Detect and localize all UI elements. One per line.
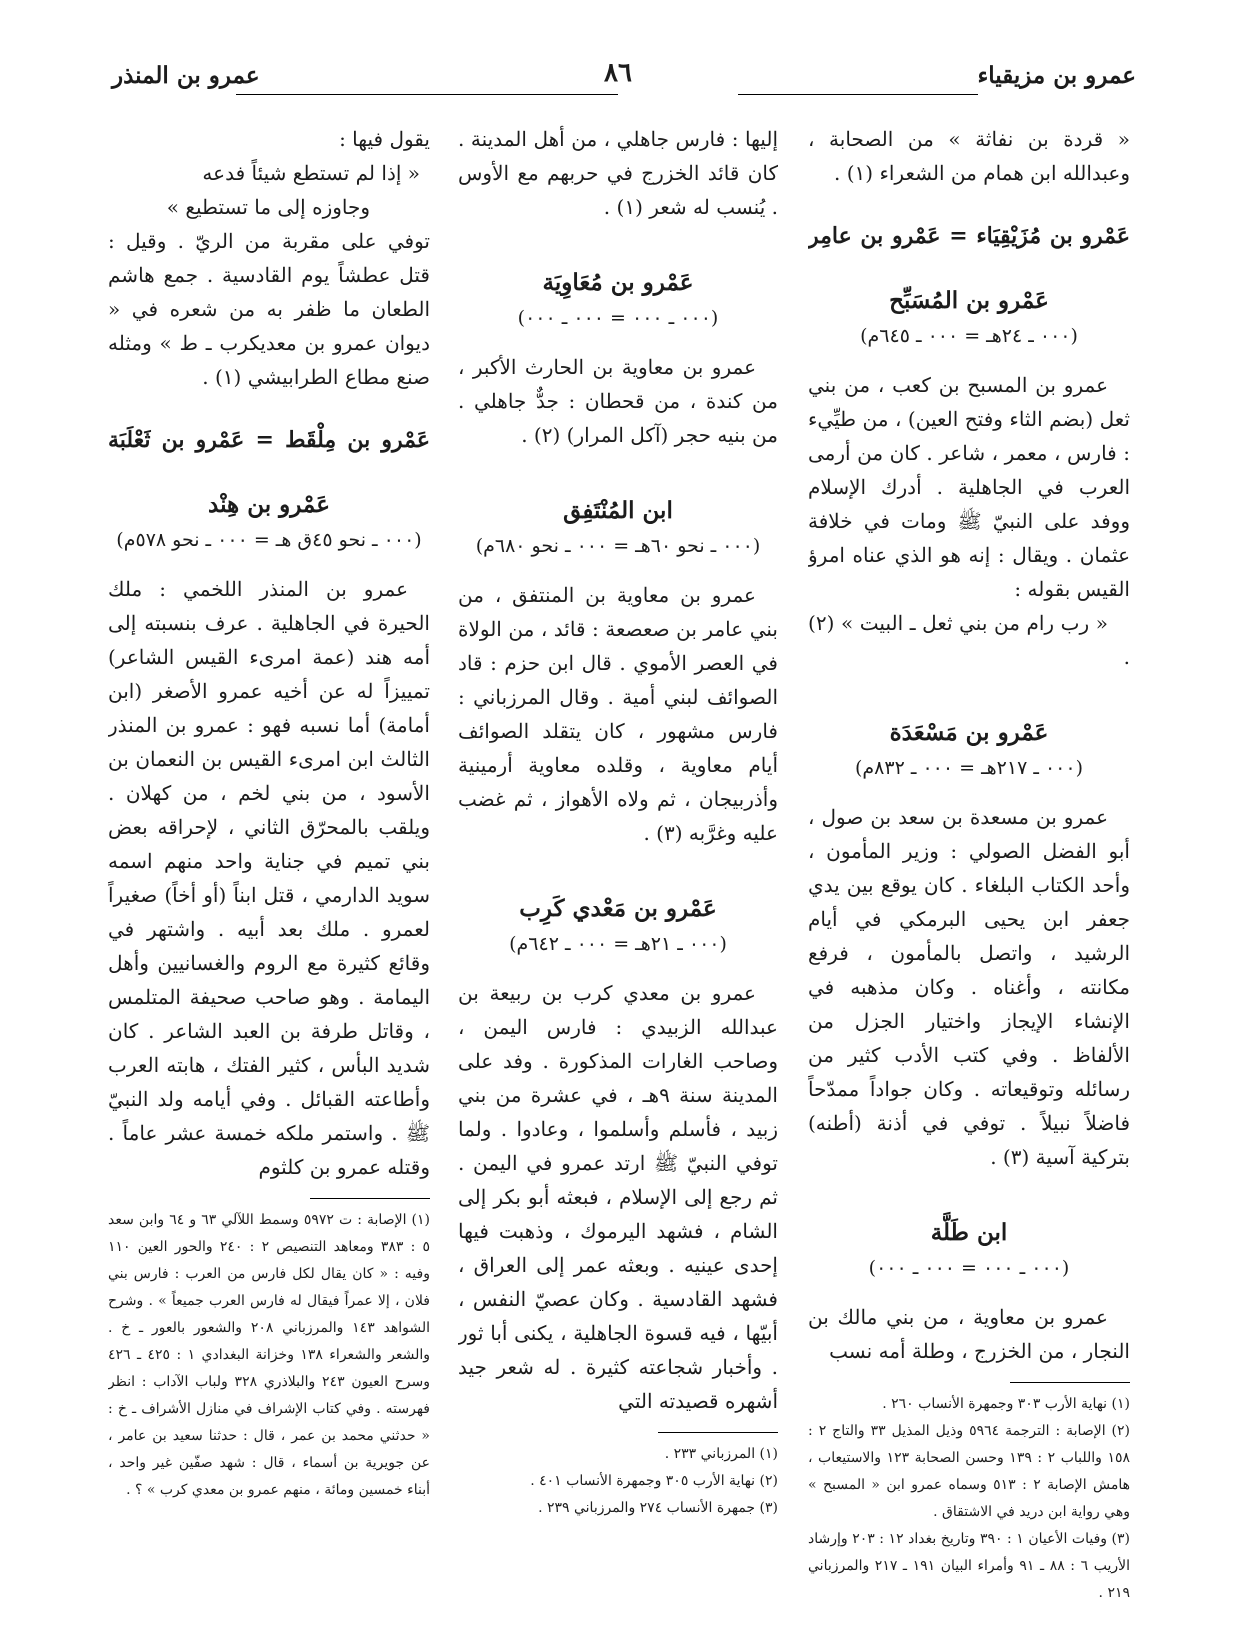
verse-line-1: « إذا لم تستطع شيئاً فدعه bbox=[202, 161, 420, 185]
column-right bbox=[808, 122, 1130, 1622]
cross-reference-mazikiya: عَمْرو بن مُزَيْقِيَاء = عَمْرو بن عامِر bbox=[808, 223, 1130, 249]
footnote-3: (٣) وفيات الأعيان ١ : ٣٩٠ وتاريخ بغداد ١٢ : ٢٠٣ وإرشاد الأريب ٦ : ٨٨ ـ ٩١ وأمراء البيان ١٩١ ـ ٢١٧ والمرزباني ٢١٩ . bbox=[808, 1531, 1130, 1601]
footnote-rule bbox=[310, 1198, 430, 1199]
footnote-rule bbox=[658, 1432, 778, 1433]
entry-dates-talla: (٠٠٠ ـ ٠٠٠ = ٠٠٠ ـ ٠٠٠) bbox=[868, 1257, 1070, 1279]
entry-body-madikarib: عمرو بن معدي كرب بن ربيعة بن عبدالله الزبيدي : فارس اليمن ، وصاحب الغارات المذكورة . وفد على المدينة سنة ٩هـ ، في عشرة من بني زبيد ، فأسلم وأسلموا ، وعادوا . ولما توفي النبيّ ﷺ ارتد عمرو في اليمن . ثم رجع إلى الإسلام ، فبعثه أبو بكر إلى الشام ، فشهد اليرموك ، وذهبت فيها إحدى عينيه . وبعثه عمر إلى العراق ، فشهد القادسية . وكان عصيّ النفس ، أبيّها ، فيه قسوة الجاهلية ، يكنى أبا ثور . وأخبار شجاعته كثيرة . له شعر جيد أشهره قصيدته التي bbox=[458, 981, 778, 1413]
page-header bbox=[0, 58, 1236, 102]
entry-dates-hind: (٠٠٠ ـ نحو ٤٥ق هـ = ٠٠٠ ـ نحو ٥٧٨م) bbox=[116, 529, 422, 551]
column-middle bbox=[458, 122, 778, 1622]
entry-title-muawiya: عَمْرو بن مُعَاوِيَة bbox=[542, 269, 694, 296]
entry-title-madikarib: عَمْرو بن مَعْدي كَرِب bbox=[519, 895, 717, 922]
footnote-rule bbox=[1010, 1382, 1130, 1383]
cross-reference-milqat: عَمْرو بن مِلْقَط = عَمْرو بن ثَعْلَبَة bbox=[108, 427, 430, 453]
continued-text-after-verse: توفي على مقربة من الريّ . وقيل : قتل عطشاً يوم القادسية . جمع هاشم الطعان ما ظفر به من شعره في « ديوان عمرو بن معديكرب ـ ط » ومثله صنع مطاع الطرابيشي (١) . bbox=[108, 229, 430, 389]
entry-title-talla: ابن طَلَّة bbox=[930, 1219, 1008, 1246]
footnote-2: (٢) الإصابة : الترجمة ٥٩٦٤ وذيل المذيل ٣٣ والتاج ٢ : ١٥٨ واللباب ٢ : ١٣٩ وحسن الصحابة ١٢٣ والاستيعاب ، هامش الإصابة ٢ : ٥١٣ وسماه عمرو ابن « المسبح » وهي رواية ابن دريد في الاشتقاق . bbox=[808, 1423, 1130, 1520]
verse-line-2: وجاوزه إلى ما تستطيع » bbox=[166, 195, 370, 219]
entry-title-muntafiq: ابن المُنْتَفِق bbox=[563, 497, 673, 524]
entry-body-muntafiq: عمرو بن معاوية بن المنتفق ، من بني عامر بن صعصعة : قائد ، من الولاة في العصر الأموي . قال ابن حزم : قاد الصوائف لبني أمية . وقال المرزباني : فارس مشهور ، كان يتقلد الصوائف أيام معاوية ، وقلده معاوية أرمينية وأذربيجان ، ثم ولاه الأهواز ، ثم غضب عليه وغرَّبه (٣) . bbox=[458, 583, 778, 845]
footnote-3: (٣) جمهرة الأنساب ٢٧٤ والمرزباني ٢٣٩ . bbox=[538, 1500, 778, 1516]
column-left bbox=[108, 122, 430, 1622]
entry-body-musabbih: عمرو بن المسبح بن كعب ، من بني ثعل (بضم الثاء وفتح العين) ، من طيِّيء : فارس ، معمر ، شاعر . كان من أرمى العرب في الجاهلية . أدرك الإسلام ووفد على النبيّ ﷺ ومات في خلافة عثمان . ويقال : إنه هو الذي عناه امرؤ القيس بقوله : bbox=[808, 373, 1130, 601]
header-rule-left bbox=[236, 94, 618, 95]
entry-title-hind: عَمْرو بن هِنْد bbox=[208, 491, 330, 518]
page-number: ٨٦ bbox=[604, 58, 632, 88]
header-rule-right bbox=[738, 94, 978, 95]
entry-title-masada: عَمْرو بن مَسْعَدَة bbox=[889, 719, 1049, 746]
entry-dates-madikarib: (٠٠٠ ـ ٢١هـ = ٠٠٠ ـ ٦٤٢م) bbox=[509, 933, 727, 955]
entry-dates-muawiya: (٠٠٠ ـ ٠٠٠ = ٠٠٠ ـ ٠٠٠) bbox=[517, 307, 719, 329]
header-left-title: عمرو بن المنذر bbox=[112, 62, 260, 89]
entry-dates-muntafiq: (٠٠٠ ـ نحو ٦٠هـ = ٠٠٠ ـ نحو ٦٨٠م) bbox=[475, 535, 761, 557]
footnote-2: (٢) نهاية الأرب ٣٠٥ وجمهرة الأنساب ٤٠١ . bbox=[530, 1473, 778, 1489]
footnote-1: (١) نهاية الأرب ٣٠٣ وجمهرة الأنساب ٢٦٠ . bbox=[882, 1396, 1130, 1412]
continued-text: يقول فيها : bbox=[339, 127, 430, 151]
header-right-title: عمرو بن مزيقياء bbox=[977, 62, 1136, 89]
entry-verse-musabbih: « رب رام من بني ثعل ـ البيت » (٢) . bbox=[808, 611, 1130, 669]
entry-dates-masada: (٠٠٠ ـ ٢١٧هـ = ٠٠٠ ـ ٨٣٢م) bbox=[854, 757, 1083, 779]
entry-body-hind: عمرو بن المنذر اللخمي : ملك الحيرة في الجاهلية . عرف بنسبته إلى أمه هند (عمة امرىء القيس الشاعر) تمييزاً له عن أخيه عمرو الأصغر (ابن أمامة) أما نسبه فهو : عمرو بن المنذر الثالث ابن امرىء القيس بن النعمان بن الأسود ، من بني لخم ، من كهلان . ويلقب بالمحرّق الثاني ، لإحراقه بعض بني تميم في جناية واحد منهم اسمه سويد الدارمي ، قتل ابناً (أو أخاً) صغيراً لعمرو . ملك بعد أبيه . واشتهر في وقائع كثيرة مع الروم والغسانيين وأهل اليمامة . وهو صاحب صحيفة المتلمس ، وقاتل طرفة بن العبد الشاعر . كان شديد البأس ، كثير الفتك ، هابته العرب وأطاعته القبائل . وفي أيامه ولد النبيّ ﷺ . واستمر ملكه خمسة عشر عاماً . وقتله عمرو بن كلثوم bbox=[108, 577, 430, 1179]
footnote-1: (١) الإصابة : ت ٥٩٧٢ وسمط اللآلي ٦٣ و ٦٤ وابن سعد ٥ : ٣٨٣ ومعاهد التنصيص ٢ : ٢٤٠ والحور العين ١١٠ وفيه : « كان يقال لكل فارس من العرب : فارس بني فلان ، إلا عمراً فيقال له فارس العرب جميعاً » . وشرح الشواهد ١٤٣ والمرزباني ٢٠٨ والشعور بالعور ـ خ . والشعر والشعراء ١٣٨ وخزانة البغدادي ١ : ٤٢٥ ـ ٤٢٦ وسرح العيون ٢٤٣ والبلاذري ٣٢٨ ولباب الآداب : انظر فهرسته . وفي كتاب الإشراف في منازل الأشراف ـ خ : « حدثني محمد بن عمر ، قال : حدثنا سعيد بن عامر ، عن جويرية بن أسماء ، قال : شهد صفّين غير واحد ، أبناء خمسين ومائة ، منهم عمرو بن معدي كرب » ؟ . bbox=[108, 1212, 430, 1498]
continued-text: « قردة بن نفاثة » من الصحابة ، وعبدالله ابن همام من الشعراء (١) . bbox=[808, 127, 1130, 185]
footnote-1: (١) المرزباني ٢٣٣ . bbox=[664, 1446, 778, 1462]
entry-title-musabbih: عَمْرو بن المُسَبِّح bbox=[889, 287, 1049, 314]
continued-text: إليها : فارس جاهلي ، من أهل المدينة . كان قائد الخزرج في حربهم مع الأوس . يُنسب له شعر (١) . bbox=[458, 127, 778, 219]
entry-body-masada: عمرو بن مسعدة بن سعد بن صول ، أبو الفضل الصولي : وزير المأمون ، وأحد الكتاب البلغاء . كان يوقع بين يدي جعفر ابن يحيى البرمكي في أيام الرشيد ، واتصل بالمأمون ، فرفع مكانته ، وأغناه . وكان مذهبه في الإنشاء الإيجاز واختيار الجزل من الألفاظ . وفي كتب الأدب كثير من رسائله وتوقيعاته . وكان جواداً ممدّحاً فاضلاً نبيلاً . توفي في أذنة (أطنه) بتركية آسية (٣) . bbox=[808, 805, 1130, 1169]
entry-body-muawiya: عمرو بن معاوية بن الحارث الأكبر ، من كندة ، من قحطان : جدٌّ جاهلي . من بنيه حجر (آكل المرار) (٢) . bbox=[458, 355, 778, 447]
entry-dates-musabbih: (٠٠٠ ـ ٢٤هـ = ٠٠٠ ـ ٦٤٥م) bbox=[860, 325, 1078, 347]
entry-body-talla: عمرو بن معاوية ، من بني مالك بن النجار ، من الخزرج ، وطلة أمه نسب bbox=[808, 1305, 1130, 1363]
